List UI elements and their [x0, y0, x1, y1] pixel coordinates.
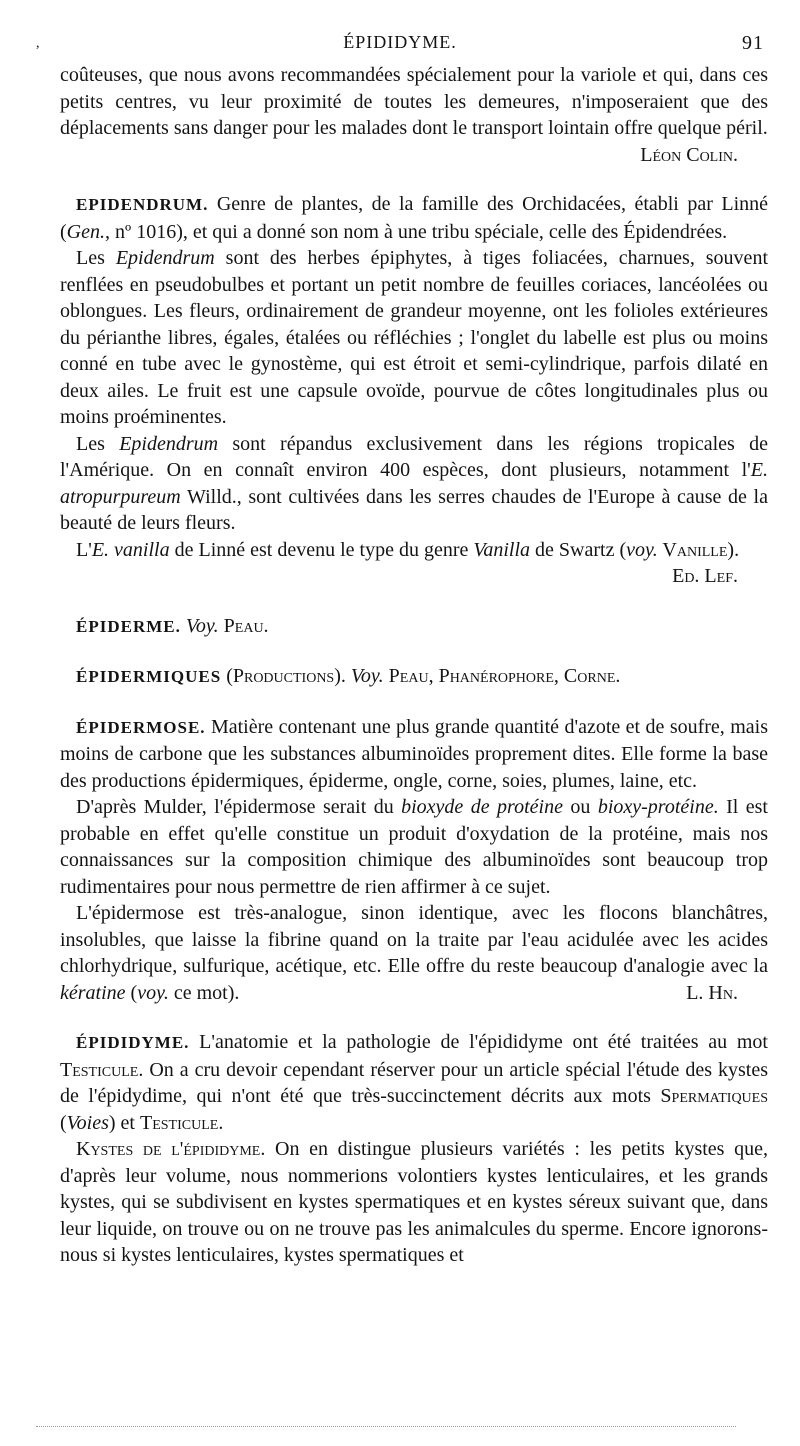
paragraph: Les Epidendrum sont répandus exclusivement dans les régions tropicales de l'Amérique. On en connaît environ 400 espèces, dont plusieurs, notamment l'E. atropurpureum Willd., sont cultivées dans les serres chaudes de l'Europe à cause de la beauté de leurs fleurs.	[60, 432, 768, 534]
author-signature: Léon Colin.	[640, 143, 738, 166]
paragraph: Les Epidendrum sont des herbes épiphytes, à tiges foliacées, charnues, souvent renflées en pseudobulbes et portant un petit nombre de feuilles coriaces, lancéolées ou oblongues. Les fleurs, ordinairement de grandeur moyenne, ont les folioles extérieures du périanthe libres, égales, étalées ou réfléchies ; l'onglet du labelle est plus ou moins conné en tube avec le gynostème, qui est étroit et semi-cylindrique, parfois dilaté en deux ailes. Le fruit est une capsule ovoïde, pourvue de côtes longitudinales plus ou moins proéminentes.	[60, 247, 768, 428]
article-body	[60, 62, 768, 1269]
author-signature: L. Hn.	[686, 981, 738, 1004]
header-mark: ,	[36, 36, 41, 51]
entry-headword: EPIDENDRUM.	[76, 195, 209, 214]
entry-headword: ÉPIDIDYME.	[76, 1033, 190, 1052]
entry-epididyme: ÉPIDIDYME. L'anatomie et la pathologie de l'épididyme ont été traitées au mot Testicule. On a cru devoir cependant réserver pour un article spécial l'étude des kystes de l'épidydime, qui n'ont été que très-succinctement décrits aux mots Spermatiques (Voies) et Testicule.	[60, 1031, 768, 1134]
entry-headword: ÉPIDERMOSE.	[76, 717, 206, 737]
page-number: 91	[742, 32, 764, 54]
entry-headword: ÉPIDERME.	[76, 616, 181, 636]
page-bottom-rule	[36, 1426, 736, 1433]
entry-epidermose: ÉPIDERMOSE. Matière contenant une plus grande quantité d'azote et de soufre, mais moins de carbone que les substances albuminoïdes proprement dites. Elle forme la base des productions épidermiques, épiderme, ongle, corne, soies, plumes, laine, etc.	[60, 715, 768, 792]
author-signature: Ed. Lef.	[672, 565, 738, 587]
paragraph: L'E. vanilla de Linné est devenu le type du genre Vanilla de Swartz (voy. Vanille). Ed. Lef.	[60, 537, 768, 564]
entry-epidermiques: ÉPIDERMIQUES (Productions). Voy. Peau, Phanérophore, Corne.	[76, 665, 621, 687]
header-title: ÉPIDIDYME.	[343, 32, 457, 52]
paragraph-continuation: coûteuses, que nous avons recommandées spécialement pour la variole et qui, dans ces petits centres, vu leur proximité de toutes les demeures, n'imposeraient que des déplacements sans danger pour les malades dont le transport lointain offre quelque péril. Léon Colin.	[60, 62, 768, 142]
paragraph: Kystes de l'épididyme. On en distingue plusieurs variétés : les petits kystes que, d'après leur volume, nous nommerions volontiers kystes lenticulaires, et les grands kystes, qui se subdivisent en kystes spermatiques et en kystes séreux suivant que, dans leur liquide, on trouve ou on ne trouve pas les animalcules du sperme. Encore ignorons-nous si kystes lenticulaires, kystes spermatiques et	[60, 1138, 768, 1266]
entry-epidendrum: EPIDENDRUM. Genre de plantes, de la famille des Orchidacées, établi par Linné (Gen., nº 1016), et qui a donné son nom à une tribu spéciale, celle des Épidendrées.	[60, 193, 768, 243]
running-header	[36, 30, 764, 60]
section-subheading: Kystes de l'épididyme.	[76, 1138, 266, 1160]
entry-epiderme: ÉPIDERME. Voy. Peau.	[76, 614, 269, 637]
paragraph: L'épidermose est très-analogue, sinon identique, avec les flocons blanchâtres, insolubles, que laisse la fibrine quand on la traite par l'eau acidulée avec les acides chlorhydrique, sulfurique, acétique, etc. Elle offre du reste beaucoup d'analogie avec la kératine (voy. ce mot). L. Hn.	[60, 900, 768, 1006]
entry-headword: ÉPIDERMIQUES	[76, 667, 222, 686]
paragraph: D'après Mulder, l'épidermose serait du bioxyde de protéine ou bioxy-protéine. Il est probable en effet qu'elle constitue un produit d'oxydation de la protéine, mais nos connaissances sur la composition chimique des albuminoïdes sont beaucoup trop rudimentaires pour nous permettre de rien affirmer à ce sujet.	[60, 796, 768, 898]
